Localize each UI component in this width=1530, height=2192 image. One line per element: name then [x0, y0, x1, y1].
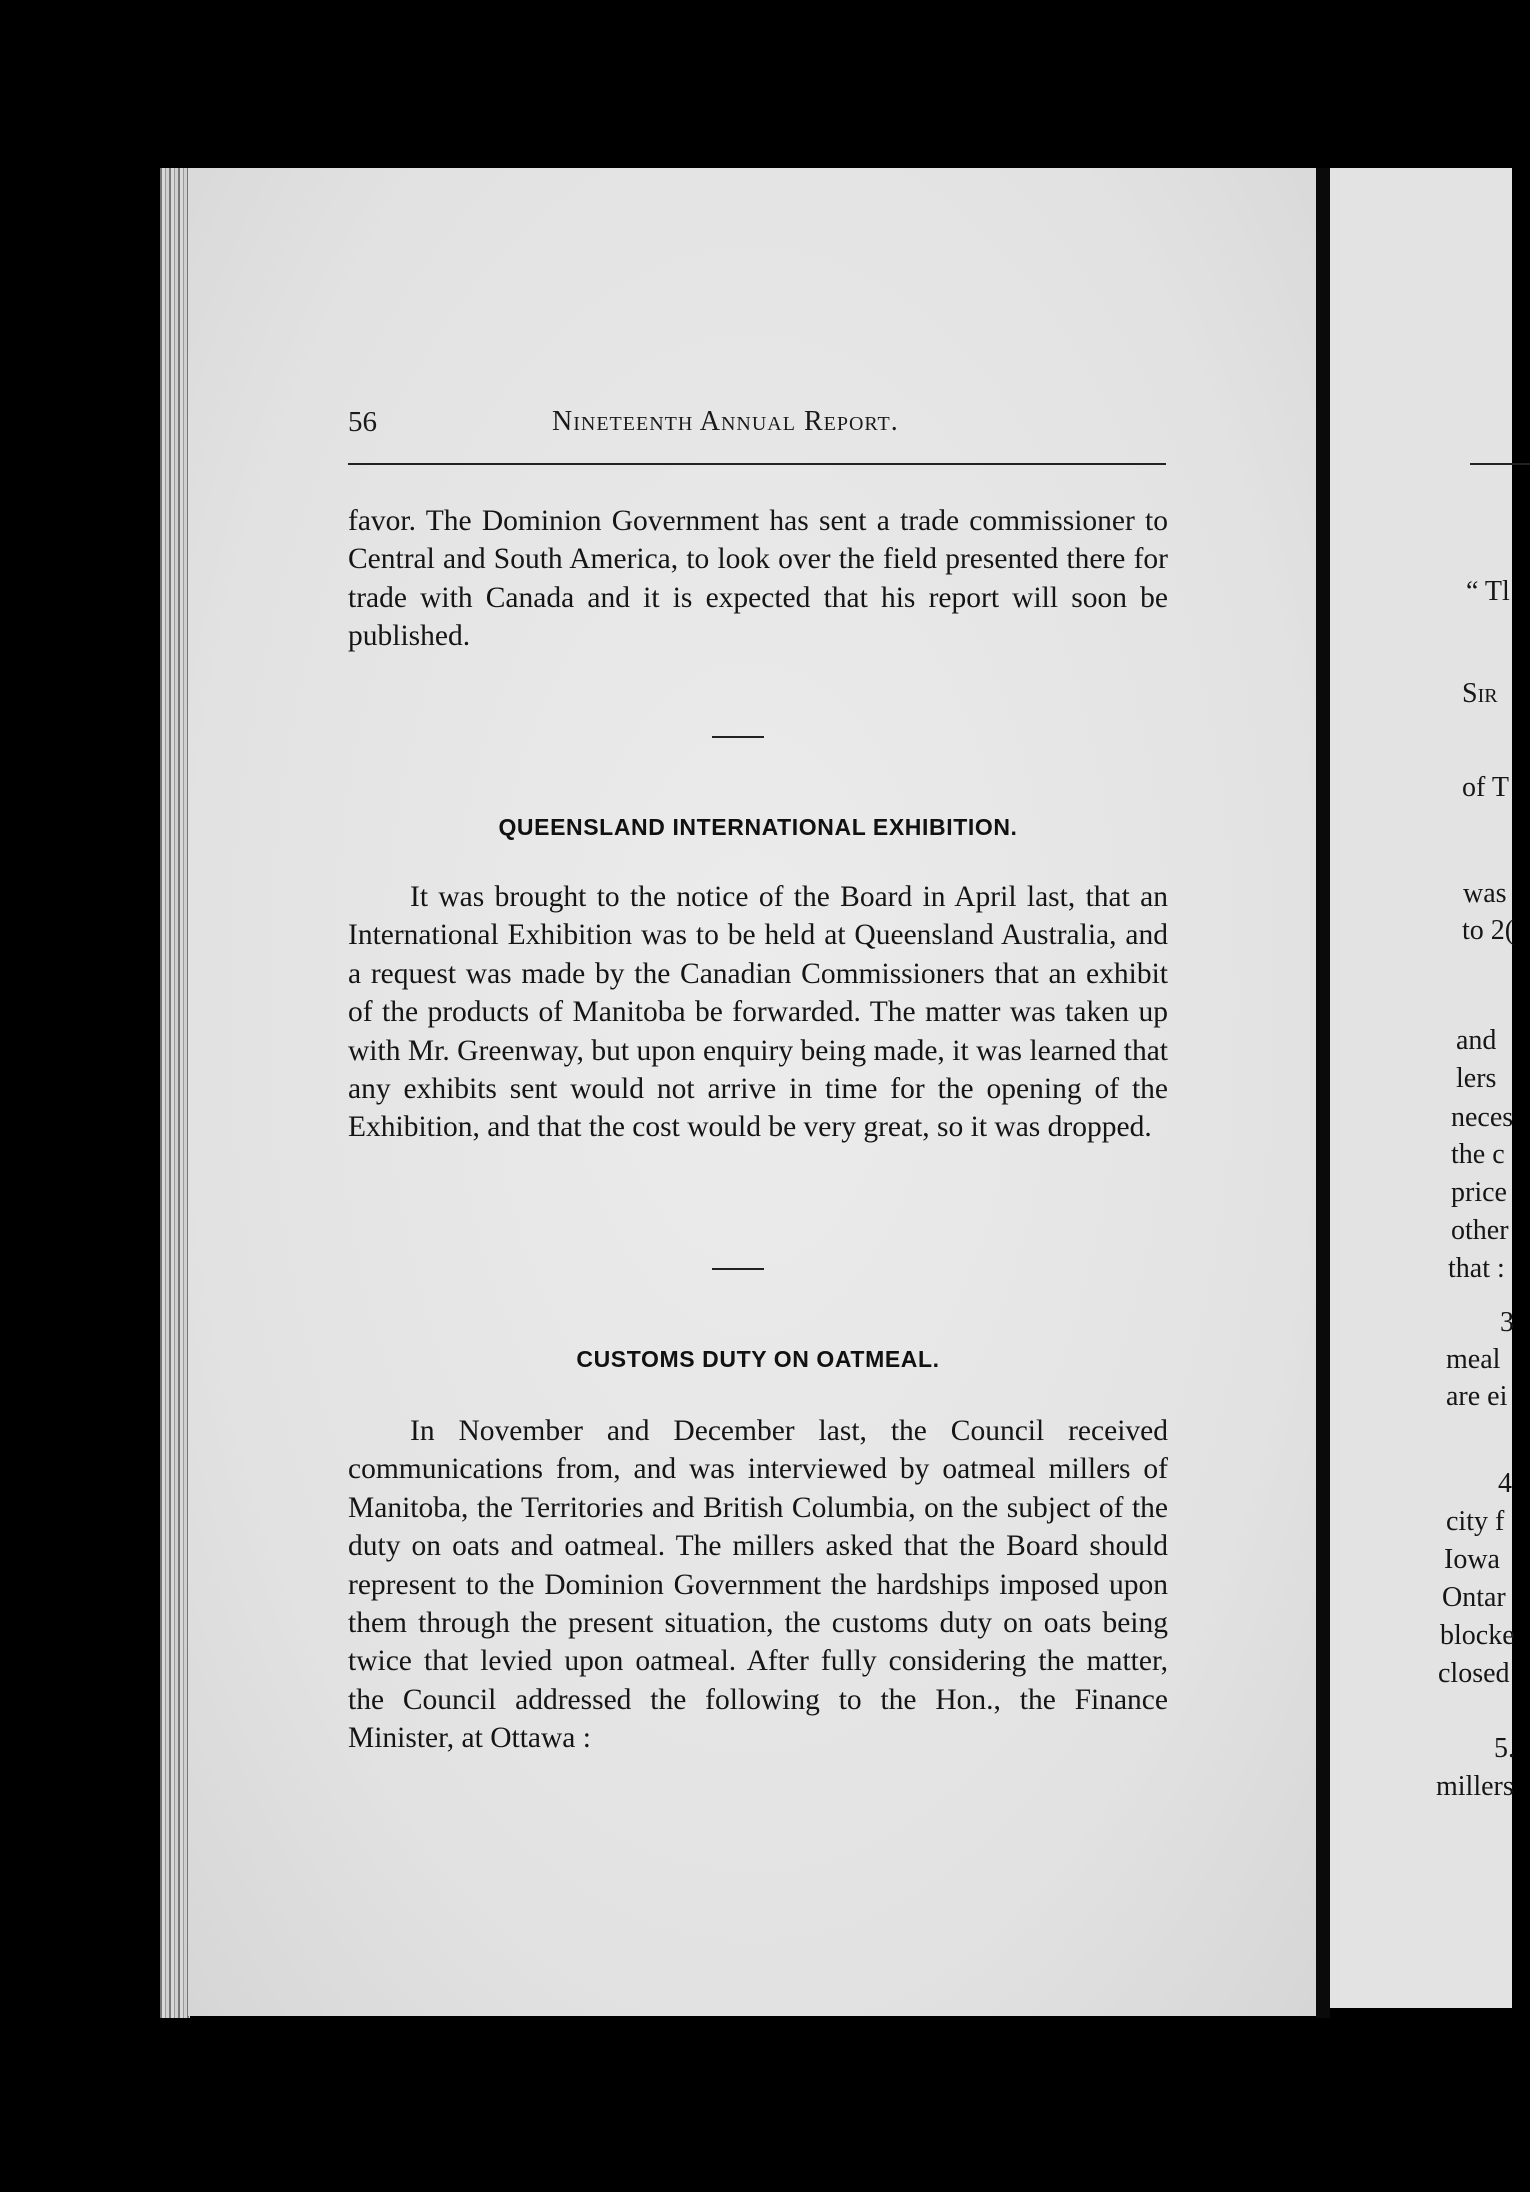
section-heading-customs: CUSTOMS DUTY ON OATMEAL.: [576, 1346, 940, 1372]
right-fragment: of T: [1462, 772, 1509, 803]
right-fragment: closed: [1438, 1658, 1510, 1689]
paragraph-intro: favor. The Dominion Government has sent a trade commissioner to Central and South America, to look over the field presented there for trade with Canada and it is expected that his report will soon be published.: [348, 505, 1168, 653]
right-fragment: 3: [1500, 1307, 1514, 1338]
book-gutter: [1316, 168, 1330, 2018]
right-page-head-rule: [1470, 463, 1530, 465]
right-fragment: meal: [1446, 1344, 1501, 1375]
right-fragment: price: [1451, 1177, 1507, 1208]
right-fragment: millers: [1436, 1771, 1514, 1802]
right-fragment: was: [1463, 878, 1507, 909]
right-fragment: blocke: [1440, 1620, 1515, 1651]
running-title: Nineteenth Annual Report.: [552, 406, 899, 437]
right-fragment: other: [1451, 1215, 1509, 1246]
header-rule: [348, 463, 1166, 465]
right-fragment: and: [1456, 1025, 1497, 1056]
right-fragment: “ Tl: [1466, 576, 1510, 607]
right-fragment: city f: [1446, 1506, 1505, 1537]
section-divider: [712, 736, 764, 738]
right-fragment: 5.: [1494, 1733, 1515, 1764]
running-header: [348, 406, 1166, 446]
section-divider: [712, 1268, 764, 1270]
right-fragment: the c: [1451, 1139, 1505, 1170]
right-fragment: lers: [1456, 1063, 1497, 1094]
paragraph-queensland: It was brought to the notice of the Board in April last, that an International Exhibition was to be held at Queensland Australia, and a request was made by the Canadian Commissioners that an exhibit of the products of Manitoba be forwarded. The matter was taken up with Mr. Greenway, but upon enquiry being made, it was learned that any exhibits sent would not arrive in time for the opening of the Exhibition, and that the cost would be very great, so it was dropped.: [348, 881, 1168, 1144]
right-page: [1330, 168, 1515, 2008]
right-fragment: are ei: [1446, 1381, 1508, 1412]
right-fragment: Iowa: [1444, 1544, 1500, 1575]
section-heading-queensland: QUEENSLAND INTERNATIONAL EXHIBITION.: [498, 814, 1018, 840]
right-fragment: neces: [1451, 1102, 1514, 1133]
page-stack-edges: [160, 168, 190, 2018]
right-fragment: 4: [1498, 1468, 1512, 1499]
right-fragment: that :: [1448, 1253, 1505, 1284]
right-fragment: Ontar: [1442, 1582, 1506, 1613]
paragraph-customs: In November and December last, the Council received communications from, and was interviewed by oatmeal millers of Manitoba, the Territories and British Columbia, on the subject of the duty on oats and oatmeal. The millers asked that the Board should represent to the Dominion Government the hardships imposed upon them through the present situation, the customs duty on oats being twice that levied upon oatmeal. After fully considering the matter, the Council addressed the following to the Hon., the Finance Minister, at Ottawa :: [348, 1415, 1168, 1755]
right-fragment: Sir: [1462, 678, 1498, 709]
page-number: 56: [348, 406, 377, 438]
right-fragment: to 2(: [1462, 915, 1515, 946]
